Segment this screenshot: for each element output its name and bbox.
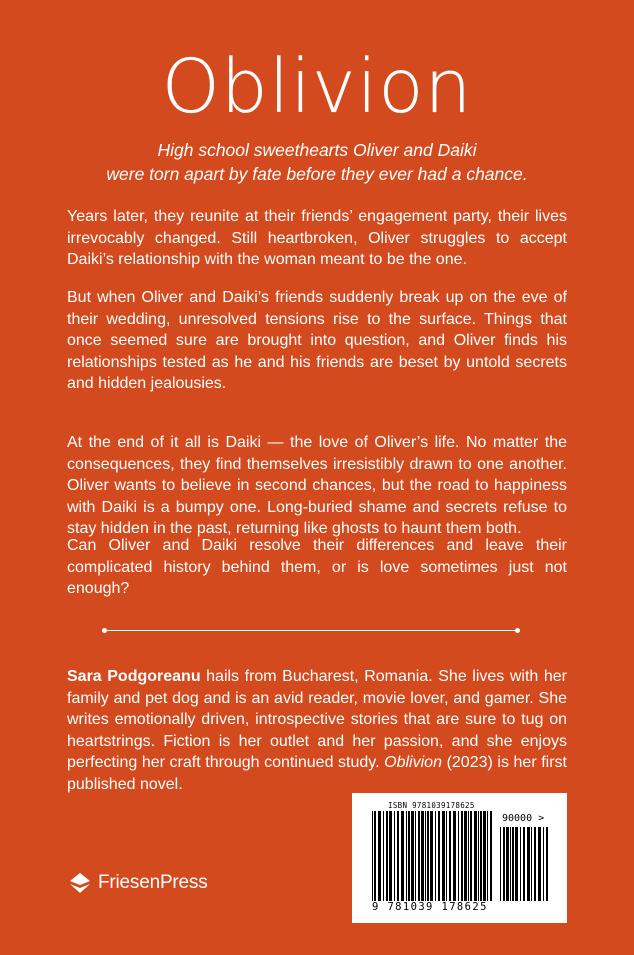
barcode-bar	[480, 811, 482, 901]
barcode-bar	[411, 811, 414, 901]
barcode-bar	[401, 811, 404, 901]
barcode-bars	[372, 811, 494, 901]
isbn-digits: 9 781039 178625	[372, 901, 488, 913]
barcode-bar	[383, 811, 384, 901]
divider-dot-right	[515, 628, 520, 633]
barcode-bar	[415, 811, 416, 901]
barcode-bar	[510, 827, 511, 901]
barcode-bar	[520, 827, 521, 901]
barcode-bar	[386, 811, 388, 901]
barcode-bar	[523, 827, 525, 901]
barcode-bar	[406, 811, 407, 901]
barcode-bar	[458, 811, 459, 901]
price-code: 90000 >	[502, 813, 545, 824]
barcode-bar	[470, 811, 472, 901]
barcode-bar	[449, 811, 451, 901]
barcode-bar	[487, 811, 488, 901]
isbn-label: ISBN 9781039178625	[388, 801, 475, 810]
addon-barcode-bars	[500, 827, 550, 901]
barcode-bar	[442, 811, 445, 901]
isbn-barcode	[352, 793, 567, 923]
bio-book-title: Oblivion	[384, 754, 442, 771]
friesenpress-logo-icon	[68, 871, 92, 895]
blurb-paragraph-2: But when Oliver and Daiki’s friends suddenly break up on the eve of their wedding, unresolved tensions rise to the surface. Things that once seemed sure are brought into question, and Oliver finds his relationships tested as he and his friends are beset by untold secrets and hidden jealousies.	[67, 289, 567, 392]
author-bio	[67, 666, 567, 795]
barcode-bar	[483, 811, 486, 901]
author-name: Sara Podgoreanu	[67, 668, 201, 685]
barcode-bar	[397, 811, 399, 901]
divider-dot-left	[102, 628, 107, 633]
barcode-bar	[538, 827, 541, 901]
barcode-bar	[425, 811, 426, 901]
publisher-name: FriesenPress	[98, 872, 208, 893]
barcode-bar	[453, 811, 456, 901]
barcode-bar	[490, 811, 492, 901]
barcode-bar	[438, 811, 440, 901]
barcode-bar	[430, 811, 433, 901]
publisher-logo	[68, 868, 208, 898]
section-divider	[104, 630, 518, 631]
barcode-bar	[394, 811, 395, 901]
barcode-bar	[503, 827, 505, 901]
barcode-bar	[464, 811, 467, 901]
barcode-bar	[461, 811, 463, 901]
barcode-bar	[543, 827, 544, 901]
barcode-bar	[474, 811, 477, 901]
barcode-bar	[435, 811, 436, 901]
barcode-bar	[527, 827, 530, 901]
barcode-bar	[378, 811, 381, 901]
barcode-bar	[531, 827, 532, 901]
tagline-line-1: High school sweethearts Oliver and Daiki	[157, 140, 477, 160]
tagline	[60, 138, 574, 186]
barcode-bar	[506, 827, 509, 901]
blurb-paragraph-1: Years later, they reunite at their friends’ engagement party, their lives irrevocably changed. Still heartbroken, Oliver struggles to accept Daiki’s relationship with the woman meant to be the one.	[67, 208, 567, 268]
bio-text-1: hails from Bucharest, Romania. She lives with her family and pet dog and is an avid reader, movie lover, and gamer. She writes emotionally driven, introspective stories that are sure to tug on heartstrings. Fiction is her outlet and her passion, and she enjoys perfecting her craft through continued study.	[67, 668, 567, 771]
barcode-bar	[512, 827, 514, 901]
barcode-bar	[515, 827, 518, 901]
blurb-paragraph-4: Can Oliver and Daiki resolve their differences and leave their complicated history behind them, or is love sometimes just not enough?	[67, 537, 567, 597]
barcode-bar	[374, 811, 376, 901]
barcode-bar	[389, 811, 392, 901]
barcode-bar	[478, 811, 479, 901]
barcode-bar	[408, 811, 410, 901]
barcode-bar	[372, 811, 373, 901]
barcode-bar	[534, 827, 536, 901]
bio-text-2: (2023) is her first published novel.	[67, 754, 568, 793]
barcode-bar	[546, 827, 548, 901]
barcode-bar	[500, 827, 501, 901]
barcode-bar	[427, 811, 429, 901]
barcode-bar	[418, 811, 420, 901]
book-title: Oblivion	[161, 44, 473, 130]
barcode-bar	[468, 811, 469, 901]
barcode-bar	[421, 811, 424, 901]
tagline-line-2: were torn apart by fate before they ever had a chance.	[106, 164, 528, 184]
barcode-bar	[446, 811, 447, 901]
blurb-paragraph-3: At the end of it all is Daiki — the love of Oliver’s life. No matter the consequences, they find themselves irresistibly drawn to one another. Oliver wants to believe in second chances, but the road to happiness with Daiki is a bumpy one. Long-buried shame and secrets refuse to stay hidden in the past, returning like ghosts to haunt them both.	[67, 434, 567, 537]
